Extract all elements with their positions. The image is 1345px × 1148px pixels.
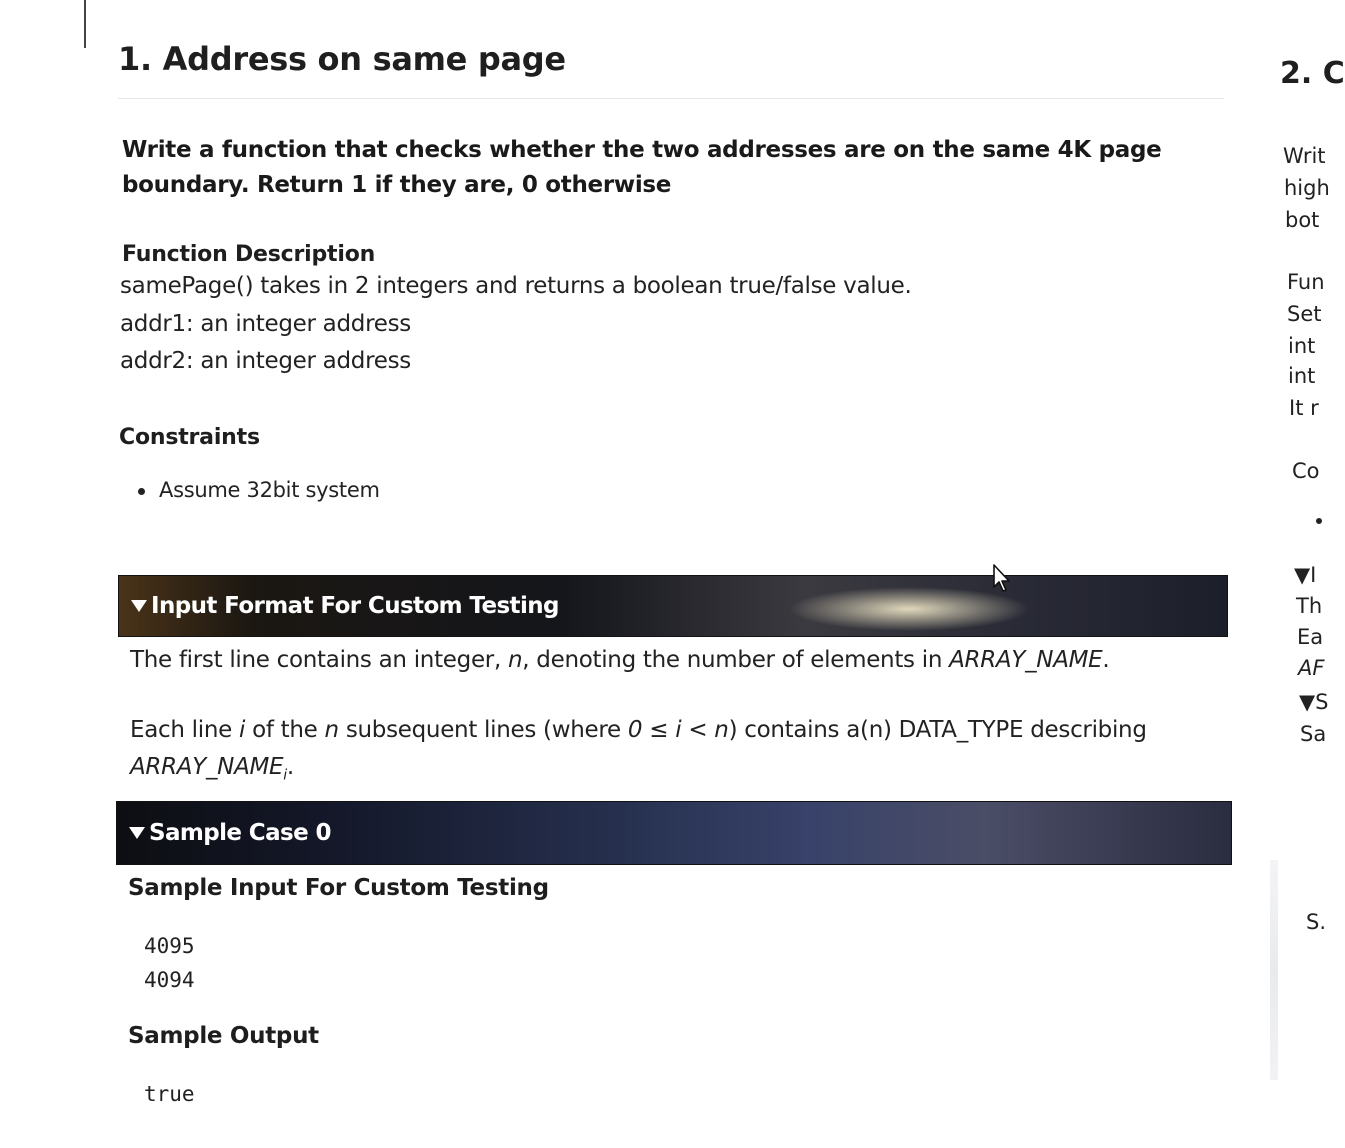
triangle-down-icon (129, 827, 145, 839)
sample-output-line: true (144, 1082, 195, 1106)
input-format-label: Input Format For Custom Testing (151, 593, 559, 619)
constraint-item (138, 478, 380, 502)
problem-2-text: high (1284, 176, 1330, 200)
problem-2-text: AF (1298, 656, 1325, 680)
input-format-line-1: The first line contains an integer, n, denoting the number of elements in ARRAY_NAME. (130, 647, 1110, 673)
problem-2-text: Set (1287, 302, 1322, 326)
problem-2-text: int (1288, 334, 1316, 358)
bullet-icon (1316, 518, 1322, 524)
problem-2-title: 2. C (1280, 56, 1345, 91)
problem-2-panel-clipped (1270, 0, 1345, 1148)
constraint-text: Assume 32bit system (159, 478, 380, 502)
problem-2-toggle[interactable]: ▼I (1294, 563, 1317, 587)
problem-2-text: Sa (1300, 722, 1327, 746)
bullet-icon (138, 488, 145, 495)
sample-output-heading: Sample Output (128, 1023, 319, 1049)
input-format-toggle[interactable] (118, 575, 1228, 637)
sample-case-toggle[interactable] (116, 801, 1232, 865)
title-divider (118, 98, 1224, 99)
problem-2-code-block-edge (1270, 860, 1278, 1080)
problem-2-text: int (1288, 364, 1316, 388)
page-title: 1. Address on same page (118, 40, 566, 78)
problem-2-text: Fun (1287, 270, 1325, 294)
input-format-line-2: Each line i of the n subsequent lines (where 0 ≤ i < n) contains a(n) DATA_TYPE describing (130, 717, 1147, 743)
problem-2-text: Th (1296, 594, 1323, 618)
function-description-line: addr1: an integer address (120, 311, 411, 337)
sample-input-line: 4095 (144, 934, 195, 958)
input-format-line-3: $ARRAY\_NAME_i$. (130, 754, 294, 784)
problem-2-toggle[interactable]: ▼S (1299, 690, 1329, 714)
constraints-heading: Constraints (119, 425, 260, 450)
problem-2-text: Ea (1297, 625, 1324, 649)
problem-2-text: bot (1285, 208, 1320, 232)
problem-statement: Write a function that checks whether the two addresses are on the same 4K page boundary. Return 1 if they are, 0 otherwise (122, 137, 1162, 198)
mouse-pointer-icon (992, 563, 1014, 593)
problem-2-text: It r (1289, 396, 1319, 420)
function-description-heading: Function Description (122, 242, 376, 267)
sample-case-label: Sample Case 0 (149, 820, 331, 846)
sample-input-line: 4094 (144, 968, 195, 992)
problem-2-text: S. (1306, 910, 1327, 934)
sample-input-heading: Sample Input For Custom Testing (128, 875, 549, 901)
left-divider (84, 0, 86, 48)
constraints-list (138, 478, 380, 502)
problem-2-text: Writ (1283, 144, 1326, 168)
function-description-line: addr2: an integer address (120, 348, 411, 374)
triangle-down-icon (131, 600, 147, 612)
function-description-line: samePage() takes in 2 integers and returns a boolean true/false value. (120, 273, 912, 299)
problem-2-text: Co (1292, 459, 1320, 483)
